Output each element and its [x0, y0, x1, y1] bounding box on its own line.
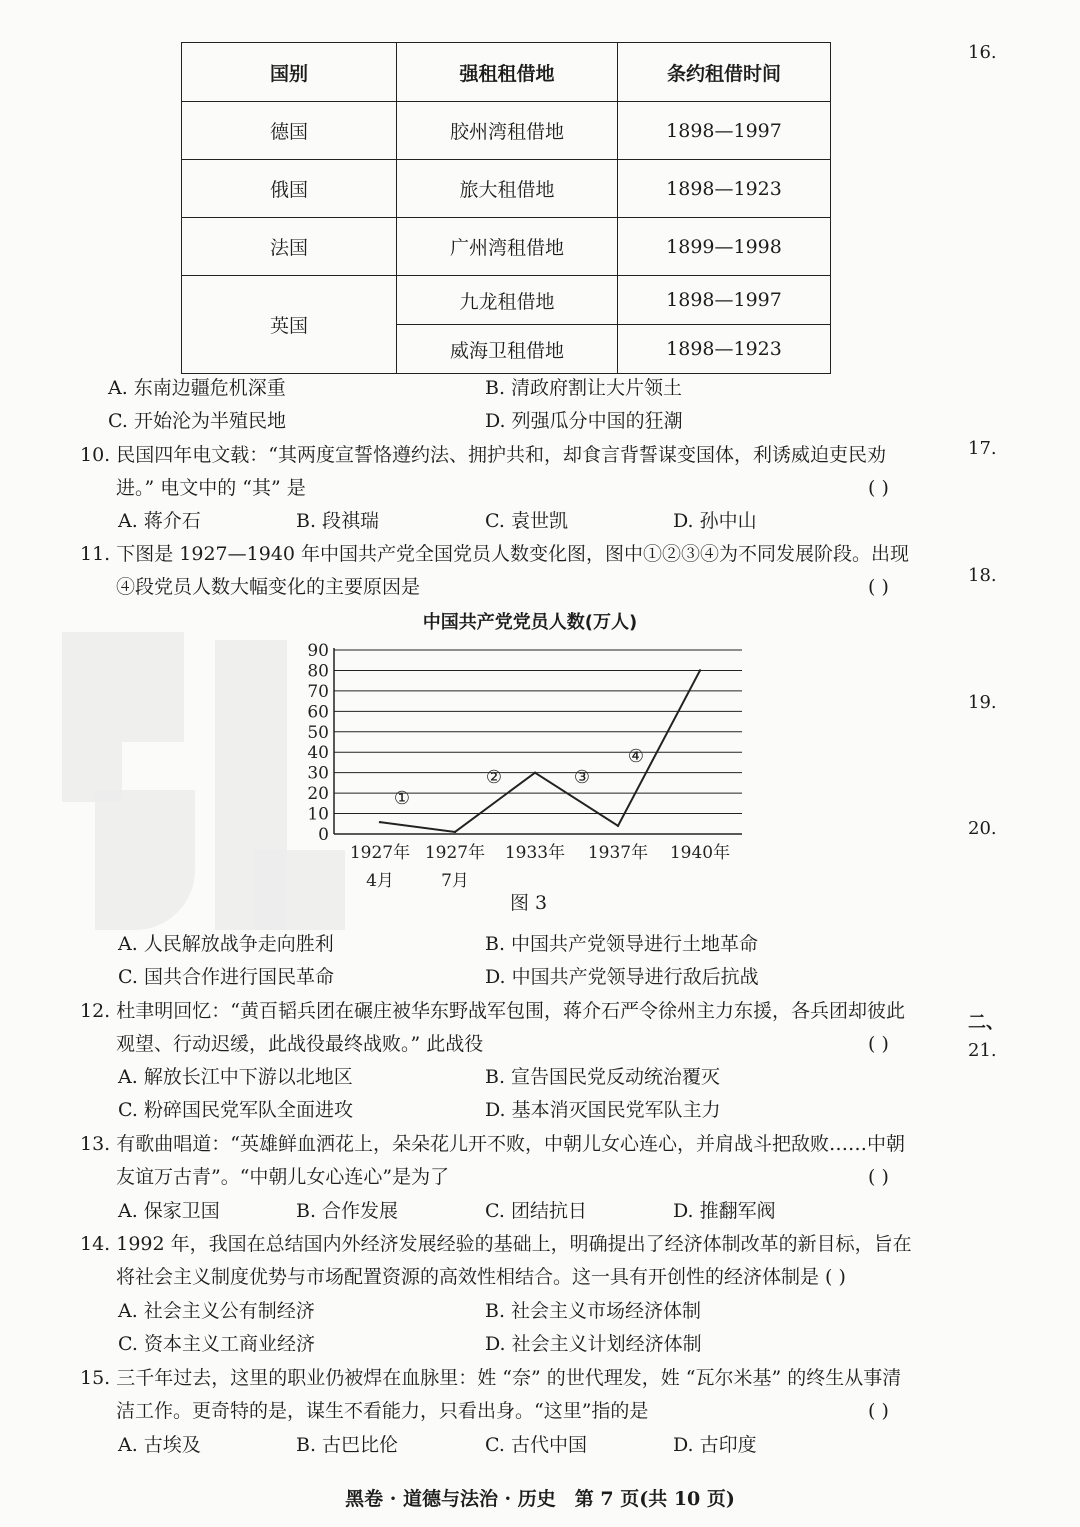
- data-point: [617, 825, 619, 827]
- q14-option-b: B. 社会主义市场经济体制: [485, 1300, 702, 1322]
- series-line: [380, 670, 700, 832]
- margin-question-number: 17.: [968, 438, 997, 459]
- watermark-block: [62, 632, 184, 742]
- x-tick-label: 7月: [441, 871, 469, 891]
- table-cell-time: 1898—1997: [618, 102, 831, 160]
- x-tick-label: 1933年: [504, 843, 566, 863]
- table-cell-country: 法国: [182, 218, 397, 276]
- table-cell-place: 胶州湾租借地: [397, 102, 618, 160]
- q10-stem-line1: 10. 民国四年电文载：“其两度宣誓恪遵约法、拥护共和，却食言背誓谋变国体，利诱威迫吏民劝: [80, 444, 886, 466]
- q10-option-c: C. 袁世凯: [485, 510, 568, 532]
- q13-stem-line2: 友谊万古青”。“中朝儿女心连心”是为了: [116, 1166, 450, 1188]
- q14-option-d: D. 社会主义计划经济体制: [485, 1333, 702, 1355]
- margin-question-number: 16.: [968, 42, 997, 63]
- table-cell-time: 1898—1923: [618, 160, 831, 218]
- q15-option-b: B. 古巴比伦: [296, 1434, 399, 1456]
- q14-stem-line1: 14. 1992 年，我国在总结国内外经济发展经验的基础上，明确提出了经济体制改革的新目标，旨在: [80, 1233, 912, 1255]
- q13-option-b: B. 合作发展: [296, 1200, 399, 1222]
- q10-option-d: D. 孙中山: [673, 510, 757, 532]
- q14-option-a: A. 社会主义公有制经济: [118, 1300, 315, 1322]
- table-cell-country: 德国: [182, 102, 397, 160]
- table-row: [182, 218, 831, 276]
- table-header-cell: 条约租借时间: [618, 43, 831, 102]
- table-cell-time: 1898—1923: [618, 325, 831, 374]
- table-cell-place: 广州湾租借地: [397, 218, 618, 276]
- q9-option-a: A. 东南边疆危机深重: [108, 377, 286, 399]
- y-tick-label: 40: [307, 743, 329, 764]
- q12-option-b: B. 宣告国民党反动统治覆灭: [485, 1066, 721, 1088]
- y-tick-label: 10: [307, 804, 329, 825]
- stage-label: ①: [393, 788, 411, 809]
- margin-question-number: 20.: [968, 818, 997, 839]
- table-header-cell: 国别: [182, 43, 397, 102]
- data-point: [534, 771, 536, 773]
- q9-option-c: C. 开始沦为半殖民地: [108, 410, 286, 432]
- q12-stem-line1: 12. 杜聿明回忆：“黄百韬兵团在碾庄被华东野战军包围，蒋介石严令徐州主力东援，各兵团却彼此: [80, 1000, 905, 1022]
- q10-stem-line2: 进。” 电文中的 “其” 是: [116, 477, 306, 499]
- q11-stem-line2: ④段党员人数大幅变化的主要原因是: [116, 576, 421, 598]
- q15-option-d: D. 古印度: [673, 1434, 757, 1456]
- table-cell-place: 旅大租借地: [397, 160, 618, 218]
- margin-question-number: 21.: [968, 1040, 997, 1061]
- q12-option-d: D. 基本消灭国民党军队主力: [485, 1099, 721, 1121]
- q12-option-a: A. 解放长江中下游以北地区: [118, 1066, 353, 1088]
- q15-stem-line1: 15. 三千年过去，这里的职业仍被焊在血脉里：姓 “奈” 的世代理发，姓 “瓦尔米基” 的终生从事清: [80, 1367, 902, 1389]
- chart-title: 中国共产党党员人数(万人): [422, 612, 638, 633]
- q13-option-d: D. 推翻军阀: [673, 1200, 776, 1222]
- margin-section-heading: 二、: [968, 1012, 1004, 1033]
- data-point: [379, 821, 381, 823]
- q12-answer-paren: ( ): [868, 1033, 889, 1055]
- table-row: [182, 276, 831, 325]
- q15-answer-paren: ( ): [868, 1400, 889, 1422]
- q15-option-a: A. 古埃及: [118, 1434, 201, 1456]
- q13-option-a: A. 保家卫国: [118, 1200, 220, 1222]
- q10-answer-paren: ( ): [868, 477, 889, 499]
- q11-option-d: D. 中国共产党领导进行敌后抗战: [485, 966, 759, 988]
- q11-option-b: B. 中国共产党领导进行土地革命: [485, 933, 759, 955]
- y-tick-label: 60: [307, 702, 329, 723]
- q15-option-c: C. 古代中国: [485, 1434, 587, 1456]
- table-cell-country: 俄国: [182, 160, 397, 218]
- table-cell-country: 英国: [182, 276, 397, 374]
- y-tick-label: 90: [307, 641, 329, 661]
- table-cell-place: 威海卫租借地: [397, 325, 618, 374]
- table-cell-time: 1899—1998: [618, 218, 831, 276]
- q13-option-c: C. 团结抗日: [485, 1200, 587, 1222]
- q11-stem-line1: 11. 下图是 1927—1940 年中国共产党全国党员人数变化图，图中①②③④为不同发展阶段。出现: [80, 543, 910, 565]
- q10-option-a: A. 蒋介石: [118, 510, 201, 532]
- q11-option-a: A. 人民解放战争走向胜利: [118, 933, 334, 955]
- data-point: [699, 669, 701, 671]
- q9-option-b: B. 清政府割让大片领土: [485, 377, 683, 399]
- table-header-row: [182, 43, 831, 102]
- table-header-cell: 强租租借地: [397, 43, 618, 102]
- margin-question-number: 19.: [968, 692, 997, 713]
- q13-stem-line1: 13. 有歌曲唱道：“英雄鲜血洒花上，朵朵花儿开不败，中朝儿女心连心，并肩战斗把敌败……中朝: [80, 1133, 905, 1155]
- q15-stem-line2: 洁工作。更奇特的是，谋生不看能力，只看出身。“这里”指的是: [116, 1400, 649, 1422]
- page-footer: 黑卷 · 道德与法治 · 历史 第 7 页(共 10 页): [345, 1488, 735, 1510]
- x-tick-label: 1940年: [669, 843, 731, 863]
- stage-label: ③: [573, 767, 591, 788]
- figure-caption: 图 3: [510, 892, 548, 914]
- q14-stem-line2: 将社会主义制度优势与市场配置资源的高效性相结合。这一具有开创性的经济体制是 ( ): [116, 1266, 846, 1288]
- q14-option-c: C. 资本主义工商业经济: [118, 1333, 315, 1355]
- stage-label: ②: [485, 767, 503, 788]
- data-point: [454, 831, 456, 833]
- x-tick-label: 4月: [366, 871, 394, 891]
- y-tick-label: 80: [307, 661, 329, 682]
- table-row: [182, 102, 831, 160]
- y-tick-label: 50: [307, 722, 329, 743]
- y-tick-label: 30: [307, 763, 329, 784]
- q12-stem-line2: 观望、行动迟缓，此战役最终战败。” 此战役: [116, 1033, 484, 1055]
- x-tick-label: 1927年: [424, 843, 486, 863]
- q10-option-b: B. 段祺瑞: [296, 510, 380, 532]
- margin-question-number: 18.: [968, 565, 997, 586]
- q12-option-c: C. 粉碎国民党军队全面进攻: [118, 1099, 353, 1121]
- table-row: [182, 160, 831, 218]
- x-tick-label: 1937年: [587, 843, 649, 863]
- y-tick-label: 70: [307, 681, 329, 702]
- table-cell-time: 1898—1997: [618, 276, 831, 325]
- stage-label: ④: [627, 746, 645, 767]
- table-cell-place: 九龙租借地: [397, 276, 618, 325]
- y-tick-label: 20: [307, 784, 329, 805]
- y-tick-label: 0: [318, 825, 329, 845]
- q13-answer-paren: ( ): [868, 1166, 889, 1188]
- q11-answer-paren: ( ): [868, 576, 889, 598]
- watermark-block: [95, 790, 195, 930]
- lease-table: [181, 42, 831, 374]
- party-members-chart: [307, 630, 760, 891]
- q11-option-c: C. 国共合作进行国民革命: [118, 966, 334, 988]
- q9-option-d: D. 列强瓜分中国的狂潮: [485, 410, 683, 432]
- x-tick-label: 1927年: [349, 843, 411, 863]
